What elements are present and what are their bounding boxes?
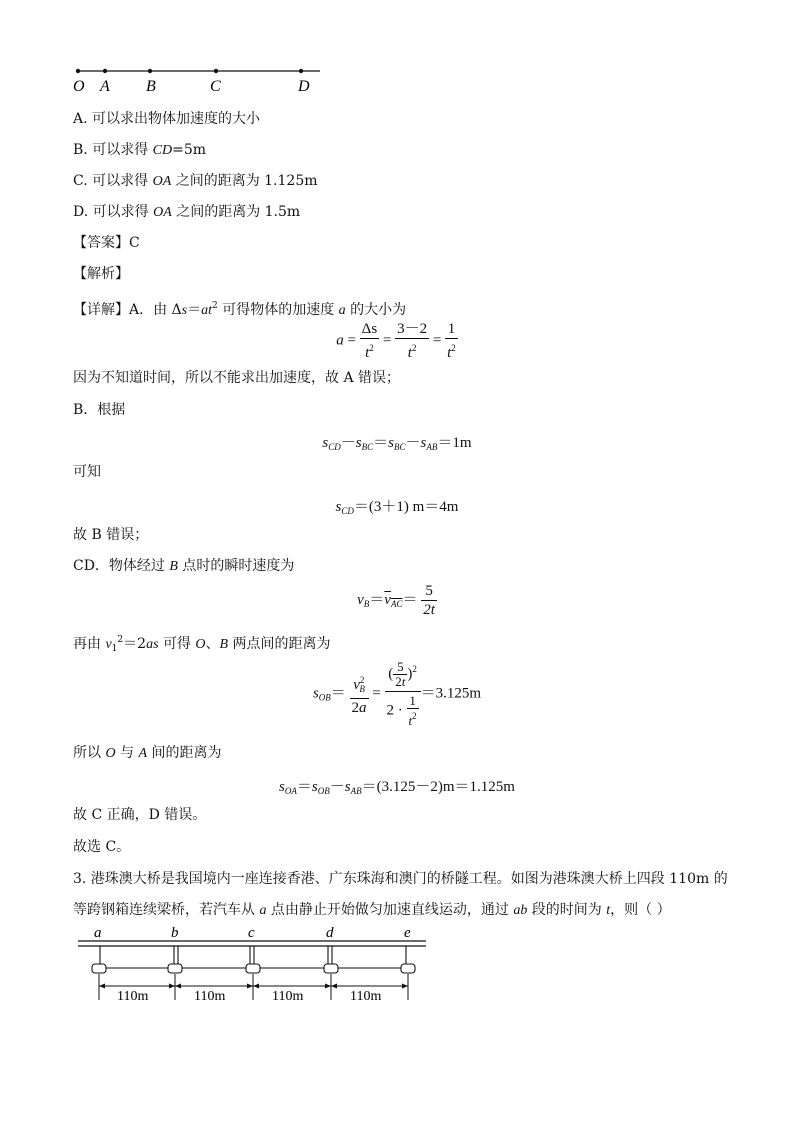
equation-acceleration: a = $\frac{\Delta s}{t^2}$ = $\frac{3-2}{t^2}$ = $\frac{1}{t^2}$: [336, 321, 456, 361]
point-a-label: A: [100, 78, 110, 95]
span-1-outline: [100, 946, 174, 968]
point-a-dot: [103, 69, 107, 73]
equation-scd: $s_{CD}=(3+1)$ m＝4m: [335, 499, 459, 516]
question-3-line-1: 3. 港珠澳大桥是我国境内一座连接香港、广东珠海和澳门的桥隧工程。如图为港珠澳大桥上四段 110m 的: [73, 871, 728, 887]
eq3-rhs: ＝(3＋1) m＝4m: [353, 499, 459, 515]
detail-line-8: [73, 744, 222, 763]
detail-line-8-o: O: [105, 746, 116, 761]
bridge-point-b: b: [171, 925, 179, 941]
detail-line-7-a: 再由: [73, 636, 106, 652]
span-label-1: 110m: [117, 989, 149, 1004]
q3-line-2-c: 段的时间为: [527, 902, 607, 918]
detail-line-1-eq: ＝: [187, 302, 202, 318]
pier-c: [246, 964, 260, 973]
eq5-fraction-2: ( $\frac{5}{2t}$ )$^2$ 2 · $\frac{1}{t^2}$: [385, 660, 421, 728]
detail-line-1-sq: 2: [212, 301, 218, 311]
eq1-f2-den: t: [407, 345, 412, 361]
option-d-value: 之间的距离为 1.5m: [171, 204, 301, 220]
point-d-dot: [299, 69, 303, 73]
detail-line-6-c: 点时的瞬时速度为: [177, 558, 295, 574]
detail-line-8-b: 与: [115, 745, 139, 761]
eq1-fraction-3: $\frac{1}{t^2}$: [447, 321, 456, 361]
detail-line-8-a: 所以: [73, 745, 106, 761]
span-label-3: 110m: [272, 989, 304, 1004]
option-c-var: OA: [152, 174, 172, 189]
q3-line-2-apt: a: [259, 903, 267, 918]
detail-line-2: 因为不知道时间，所以不能求出加速度，故 A 错误；: [73, 370, 401, 386]
line-segment-figure: [70, 62, 330, 98]
detail-line-8-apt: A: [138, 746, 148, 761]
detail-line-1: [73, 297, 406, 320]
option-b-value: =5m: [172, 142, 207, 158]
eq1-f1-num: Δs: [361, 321, 378, 337]
detail-line-1-at: at: [201, 303, 213, 318]
option-d: [73, 203, 300, 222]
point-b-dot: [148, 69, 152, 73]
detail-line-1-s: s: [181, 303, 188, 318]
pier-a: [92, 964, 106, 973]
detail-line-1-b: 可得物体的加速度: [217, 302, 339, 318]
answer-line: 【答案】C: [73, 235, 140, 251]
point-c-dot: [214, 69, 218, 73]
pier-d: [324, 964, 338, 973]
bridge-point-c: c: [248, 925, 255, 941]
eq5-fraction-1: $\frac{v^2_B}{2a}$: [350, 671, 369, 717]
eq5-result: ＝3.125m: [420, 685, 482, 702]
bridge-figure: [70, 924, 440, 1006]
span-3-outline: [254, 946, 328, 968]
option-b: [73, 141, 206, 160]
option-c: [73, 172, 318, 191]
equation-soa: $s_{OA}=s_{OB}-s_{AB}=(3.125-2)m=1.125m$: [279, 779, 515, 796]
detail-line-1-a: 【详解】A．由 Δ: [73, 302, 182, 318]
detail-line-6-a: CD．物体经过: [73, 558, 170, 574]
detail-line-5: 故 B 错误；: [73, 527, 149, 543]
equation-sob: $s_{OB}=$ $\frac{v^2_B}{2a}$ = ( $\frac{5}{2t}$ )$^2$ 2 · $\frac{1}{t^2}$ ＝3.125m: [312, 659, 482, 729]
span-label-2: 110m: [194, 989, 226, 1004]
option-b-var: CD: [152, 143, 173, 158]
option-a: A. 可以求出物体加速度的大小: [73, 111, 261, 127]
detail-line-10: 故选 C。: [73, 839, 131, 855]
point-b-label: B: [146, 78, 156, 95]
detail-line-7-d: 两点间的距离为: [228, 636, 331, 652]
eq1-f2-num: 3－2: [397, 321, 428, 337]
detail-line-9: 故 C 正确，D 错误。: [73, 807, 207, 823]
point-c-label: C: [210, 78, 221, 95]
eq1-f3-den: t: [447, 345, 452, 361]
pier-b: [168, 964, 182, 973]
question-3-line-2: [73, 901, 671, 920]
point-d-label: D: [298, 78, 310, 95]
pier-e: [401, 964, 415, 973]
equation-velocity-b: $v_B=v_{AC}=$ $\frac{5}{2t}$: [357, 583, 435, 618]
q3-line-2-t: t: [606, 903, 611, 918]
detail-line-7-bpt: B: [219, 637, 229, 652]
eq1-f1-den: t: [365, 345, 370, 361]
eq6-rhs: ＝(3.125－2)m＝1.125m: [361, 779, 515, 795]
equation-displacement-difference: $s_{CD}-s_{BC}=s_{BC}-s_{AB}=1m$: [322, 435, 472, 452]
bridge-point-d: d: [326, 925, 334, 941]
bridge-point-a: a: [94, 925, 102, 941]
span-2-outline: [178, 946, 250, 968]
q3-line-2-d: ，则（ ）: [610, 902, 671, 918]
q3-line-2-a: 等跨钢箱连续梁桥，若汽车从: [73, 902, 260, 918]
detail-line-7-sep: 、: [205, 636, 220, 652]
eq1-lhs: a: [336, 332, 344, 349]
eq4-num: 5: [421, 582, 437, 601]
q3-line-2-ab: ab: [513, 903, 528, 918]
option-c-text: C. 可以求得: [73, 173, 153, 189]
eq1-f3-num: 1: [445, 320, 458, 339]
detail-line-7-b: ＝2: [123, 636, 147, 652]
q3-line-2-b: 点由静止开始做匀加速直线运动，通过: [266, 902, 514, 918]
detail-line-6: [73, 557, 294, 576]
detail-line-7-as: as: [146, 637, 159, 652]
detail-line-7-c: 可得: [158, 636, 196, 652]
detail-line-7-o: O: [195, 637, 206, 652]
detail-line-7-v: v: [105, 637, 112, 652]
span-4-outline: [332, 946, 406, 968]
eq1-fraction-2: $\frac{3-2}{t^2}$: [397, 321, 428, 361]
point-o-dot: [76, 69, 80, 73]
eq4-fraction: [421, 582, 437, 619]
eq4-den: 2t: [423, 602, 435, 618]
detail-line-3: B．根据: [73, 402, 126, 418]
option-d-text: D. 可以求得: [73, 204, 154, 220]
option-b-text: B. 可以求得: [73, 142, 153, 158]
analysis-heading: 【解析】: [73, 266, 129, 282]
span-label-4: 110m: [350, 989, 382, 1004]
point-o-label: O: [73, 78, 85, 95]
bridge-point-e: e: [404, 925, 411, 941]
option-d-var: OA: [153, 205, 172, 220]
detail-line-1-c: 的大小为: [345, 302, 407, 318]
detail-line-8-c: 间的距离为: [147, 745, 222, 761]
detail-line-7: 再由 $v_1^2=2as$ 可得 O、B 两点间的距离为: [73, 635, 331, 654]
detail-line-1-var-a: a: [338, 303, 346, 318]
option-c-value: 之间的距离为 1.125m: [171, 173, 318, 189]
eq1-fraction-1: $\frac{\Delta s}{t^2}$: [361, 321, 378, 361]
detail-line-6-b: B: [169, 559, 178, 574]
detail-line-4: 可知: [73, 464, 101, 480]
